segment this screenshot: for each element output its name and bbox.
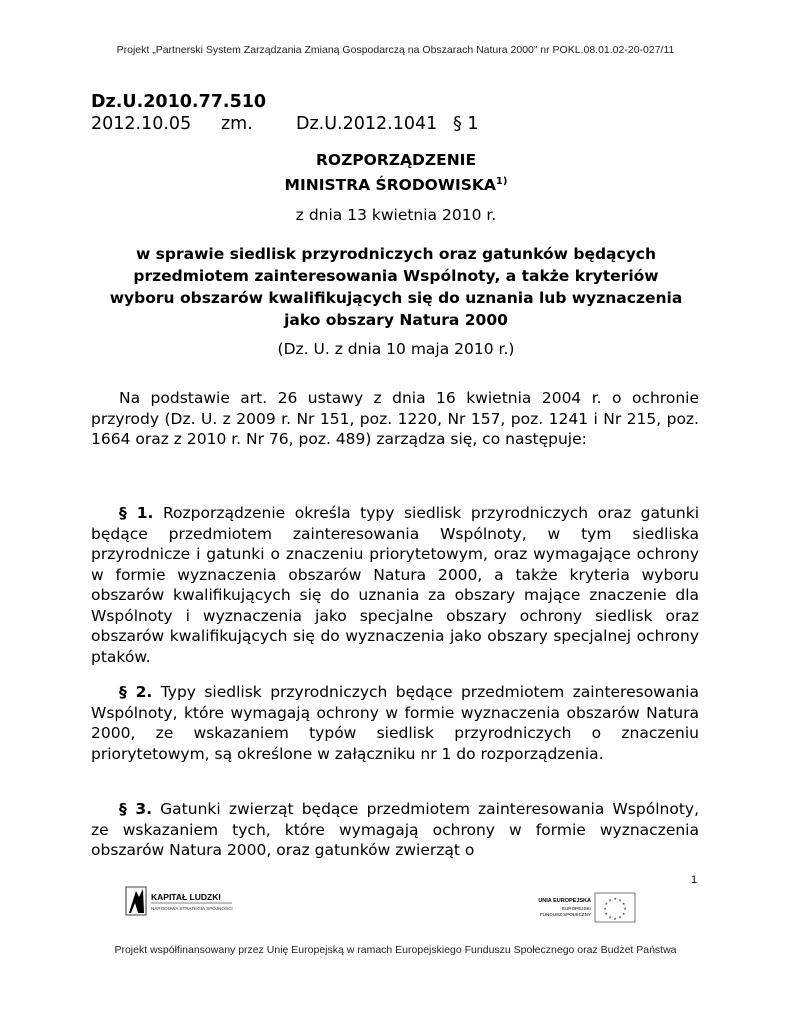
document-date: z dnia 13 kwietnia 2010 r. [295,206,497,224]
svg-text:★: ★ [608,897,612,903]
preamble [91,388,699,450]
cofinance-footer: Projekt współfinansowany przez Unię Europejską w ramach Europejskiego Funduszu Społecznego oraz Budżet Państwa [114,944,677,956]
kapital-ludzki-title: KAPITAŁ LUDZKI [151,892,221,902]
amendment-para: § 1 [453,114,479,134]
paragraph-1-mark: § 1. [119,504,154,522]
document-subject: w sprawie siedlisk przyrodniczych oraz gatunków będących przedmiotem zainteresowania Wspólnoty, a także kryteriów wyboru obszarów kwalifikujących się do uznania lub wyznaczenia jako obszary Natura 2000 [109,245,683,329]
paragraph-1 [91,503,699,667]
eu-flag-icon [595,893,635,922]
svg-text:★: ★ [604,901,609,906]
title-minister: MINISTRA ŚRODOWISKA [284,176,496,195]
svg-text:★: ★ [613,896,617,901]
svg-text:★: ★ [623,906,627,911]
amendment-ref: Dz.U.2012.1041 [296,114,438,134]
kapital-ludzki-emblem-icon [126,887,146,915]
eu-sub-2: FUNDUSZ SPOŁECZNY [539,912,591,917]
eu-sub-1: EUROPEJSKI [561,906,591,911]
svg-text:★: ★ [613,916,617,921]
kapital-ludzki-subtitle: NARODOWA STRATEGIA SPÓJNOŚCI [151,906,233,911]
svg-text:★: ★ [621,901,626,906]
footnote-mark: 1) [495,176,508,187]
publication-note: (Dz. U. z dnia 10 maja 2010 r.) [277,340,515,358]
amendment-date: 2012.10.05 [91,114,192,134]
paragraph-2-mark: § 2. [119,683,153,701]
paragraph-3-text: Gatunki zwierząt będące przedmiotem zainteresowania Wspólnoty, ze wskazaniem tych, które wymagają ochrony w formie wyznaczenia obszarów Natura 2000, oraz gatunków zwierząt o [91,800,699,859]
title-line-2 [91,171,701,196]
amendment-abbr: zm. [221,114,253,134]
title-line-1: ROZPORZĄDZENIE [315,151,477,169]
paragraph-3 [91,799,699,861]
journal-reference: Dz.U.2010.77.510 [91,92,267,112]
eu-title: UNIA EUROPEJSKA [538,898,591,904]
svg-text:★: ★ [608,914,612,920]
paragraph-2 [91,682,699,764]
svg-text:★: ★ [604,911,609,916]
preamble-text: Na podstawie art. 26 ustawy z dnia 16 kwietnia 2004 r. o ochronie przyrody (Dz. U. z 2009 r. Nr 151, poz. 1220, Nr 157, poz. 1241 i Nr 215, poz. 1664 oraz z 2010 r. Nr 76, poz. 489) zarządza się, co następuje: [91,389,699,448]
eu-efs-logo [533,892,639,924]
paragraph-2-text: Typy siedlisk przyrodniczych będące przedmiotem zainteresowania Wspólnoty, które wymagają ochrony w formie wyznaczenia obszarów Natura 2000, ze wskazaniem typów siedlisk przyrodniczych o znaczeniu priorytetowym, są określone w załączniku nr 1 do rozporządzenia. [91,683,699,763]
paragraph-3-mark: § 3. [119,800,153,818]
paragraph-1-text: Rozporządzenie określa typy siedlisk przyrodniczych oraz gatunki będące przedmiotem zainteresowania Wspólnoty, w tym siedliska przyrodnicze i gatunki o znaczeniu priorytetowym, oraz wymagające ochrony w formie wyznaczenia obszarów Natura 2000, a także kryteria wyboru obszarów kwalifikujących się do uznania za obszary mające znaczenie dla Wspólnoty i wyznaczenia jako specjalne obszary ochrony siedlisk oraz obszarów kwalifikujących się do wyznaczenia jako obszary specjalnej ochrony ptaków. [91,504,699,666]
svg-text:★: ★ [618,914,622,920]
svg-text:★: ★ [621,911,626,916]
page-number: 1 [691,874,698,886]
project-header: Projekt „Partnerski System Zarządzania Zmianą Gospodarczą na Obszarach Natura 2000” nr POKL.08.01.02-20-027/11 [116,44,675,56]
svg-text:★: ★ [603,906,607,911]
svg-text:★: ★ [618,897,622,903]
kapital-ludzki-logo [124,883,244,919]
